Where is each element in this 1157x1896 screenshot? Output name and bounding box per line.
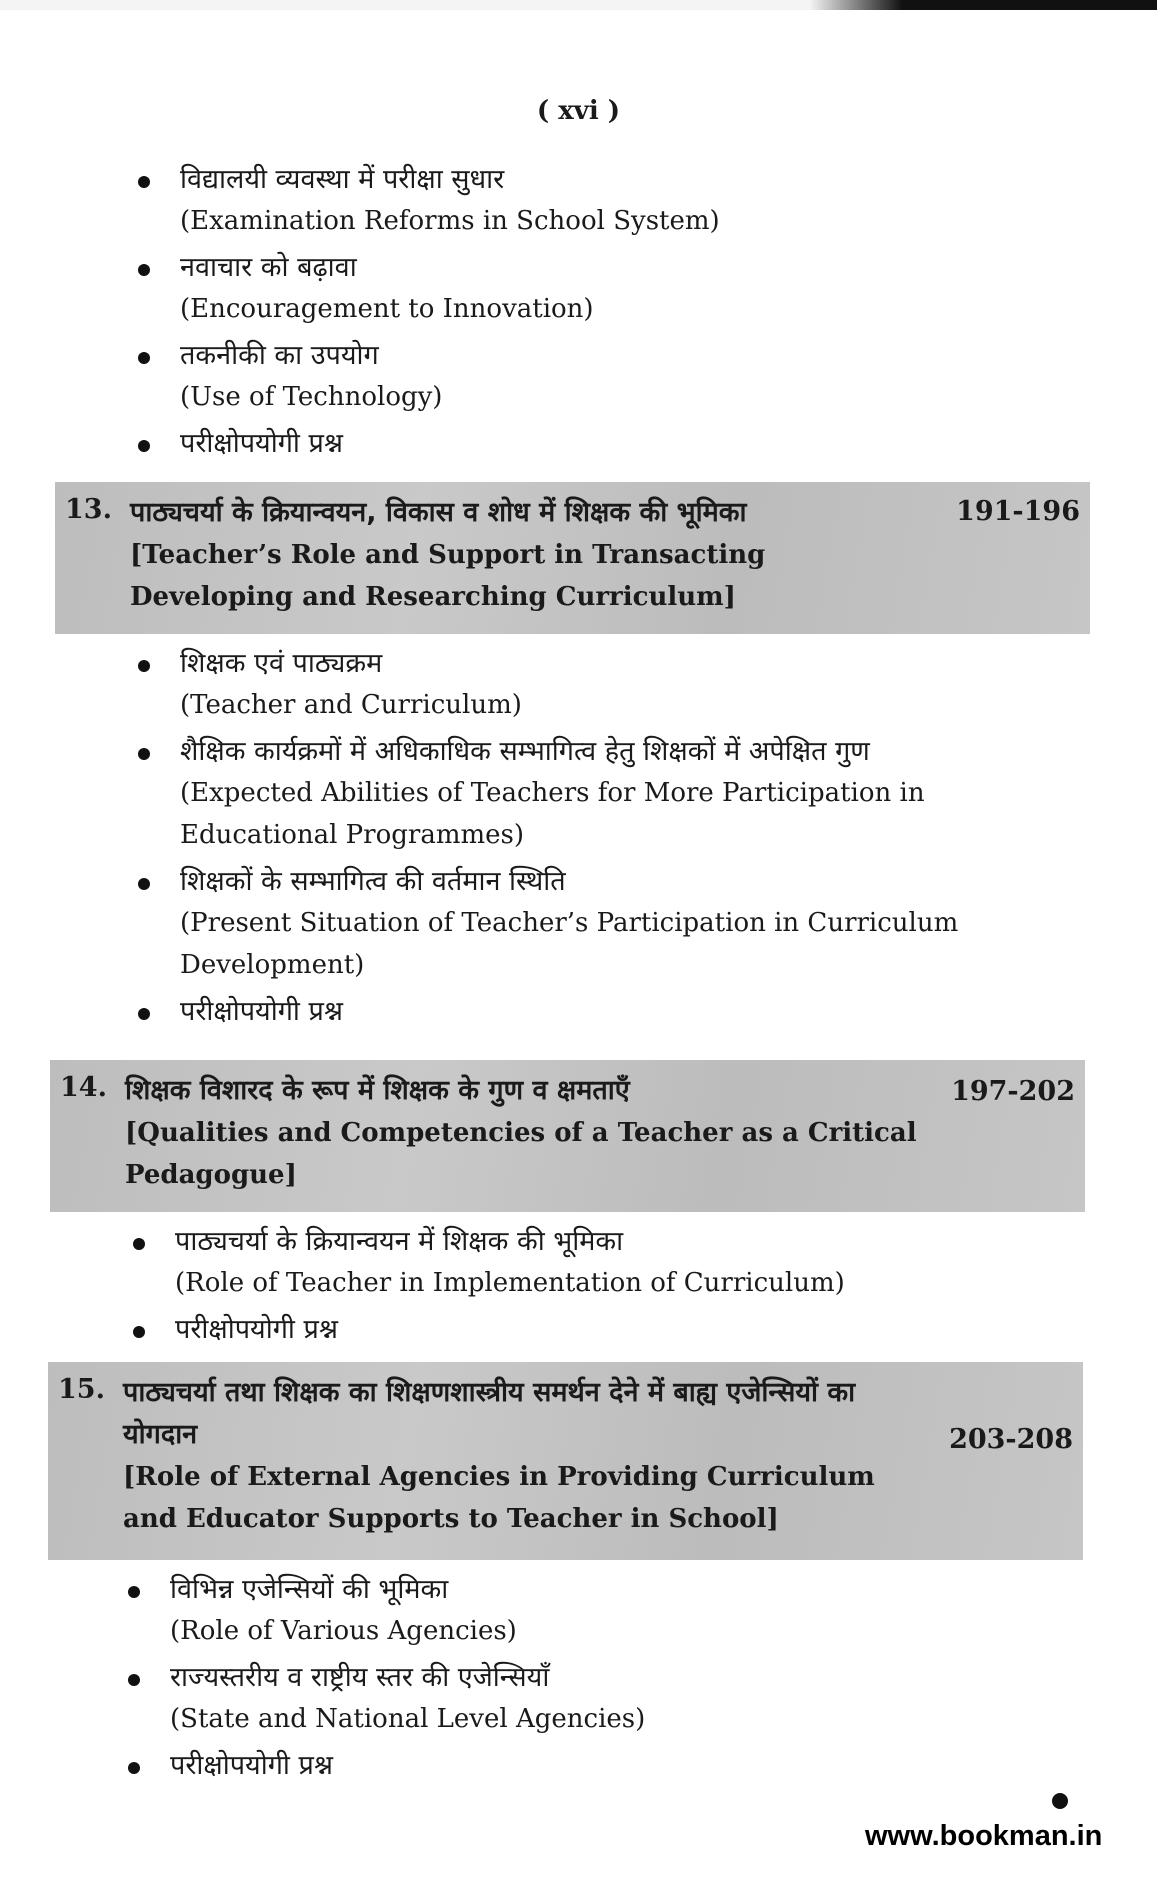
bullet-hindi: परीक्षोपयोगी प्रश्न	[175, 1314, 338, 1345]
bullet-hindi: राज्यस्तरीय व राष्ट्रीय स्तर की एजेन्सियाँ	[170, 1662, 550, 1693]
list-item	[130, 862, 990, 986]
chapter-title	[125, 1070, 925, 1196]
chapter-number: 13.	[65, 494, 112, 525]
chapter-15-header	[48, 1362, 1083, 1560]
list-item	[130, 992, 990, 1032]
bullet-hindi: परीक्षोपयोगी प्रश्न	[180, 428, 343, 459]
chapter-title	[123, 1372, 923, 1540]
top-bullet-list	[130, 160, 990, 470]
bullet-english: (Use of Technology)	[180, 382, 443, 412]
bullet-hindi: परीक्षोपयोगी प्रश्न	[170, 1750, 333, 1781]
bullet-english: (Expected Abilities of Teachers for More Participation in Educational Programmes)	[180, 778, 925, 850]
chapter-title-english: [Teacher’s Role and Support in Transacting Developing and Researching Curriculum]	[130, 540, 766, 612]
bullet-hindi: परीक्षोपयोगी प्रश्न	[180, 996, 343, 1027]
list-item	[130, 336, 990, 418]
bullet-icon	[138, 352, 150, 364]
bullet-icon	[138, 878, 150, 890]
list-item	[130, 160, 990, 242]
page-top-edge	[0, 0, 1157, 10]
bullet-icon	[128, 1762, 140, 1774]
chapter-number: 15.	[58, 1374, 105, 1405]
bullet-hindi: तकनीकी का उपयोग	[180, 340, 379, 371]
chapter-15-bullets	[120, 1570, 980, 1792]
chapter-page-range: 203-208	[949, 1424, 1073, 1455]
bullet-icon	[138, 176, 150, 188]
bullet-icon	[133, 1238, 145, 1250]
chapter-14-bullets	[125, 1222, 985, 1356]
bullet-icon	[128, 1674, 140, 1686]
bullet-english: (Teacher and Curriculum)	[180, 690, 522, 720]
page-number: ( xvi )	[536, 96, 621, 126]
website-watermark: www.bookman.in	[865, 1820, 1103, 1852]
chapter-13-bullets	[130, 644, 990, 1038]
chapter-title-hindi: पाठ्यचर्या तथा शिक्षक का शिक्षणशास्त्रीय समर्थन देने में बाह्य एजेन्सियों का योगदान	[123, 1377, 856, 1450]
bullet-icon	[133, 1326, 145, 1338]
chapter-title	[130, 492, 930, 618]
list-item	[120, 1658, 980, 1740]
bullet-hindi: नवाचार को बढ़ावा	[180, 252, 357, 283]
list-item	[130, 732, 990, 856]
list-item	[125, 1310, 985, 1350]
bullet-icon	[128, 1586, 140, 1598]
bullet-english: (Encouragement to Innovation)	[180, 294, 594, 324]
list-item	[120, 1746, 980, 1786]
bullet-hindi: पाठ्यचर्या के क्रियान्वयन में शिक्षक की भूमिका	[175, 1226, 624, 1257]
list-item	[130, 424, 990, 464]
bullet-hindi: विद्यालयी व्यवस्था में परीक्षा सुधार	[180, 164, 505, 195]
chapter-13-header	[55, 482, 1090, 634]
chapter-title-hindi: शिक्षक विशारद के रूप में शिक्षक के गुण व क्षमताएँ	[125, 1075, 630, 1106]
chapter-title-english: [Role of External Agencies in Providing Curriculum and Educator Supports to Teacher in School]	[123, 1462, 875, 1534]
chapter-title-hindi: पाठ्यचर्या के क्रियान्वयन, विकास व शोध में शिक्षक की भूमिका	[130, 497, 747, 528]
list-item	[130, 644, 990, 726]
chapter-page-range: 191-196	[956, 496, 1080, 527]
bullet-icon	[138, 1008, 150, 1020]
bullet-hindi: शिक्षकों के सम्भागित्व की वर्तमान स्थिति	[180, 866, 566, 897]
list-item	[130, 248, 990, 330]
bullet-english: (Examination Reforms in School System)	[180, 206, 720, 236]
list-item	[120, 1570, 980, 1652]
bullet-icon	[138, 264, 150, 276]
bullet-icon	[138, 440, 150, 452]
bullet-hindi: विभिन्न एजेन्सियों की भूमिका	[170, 1574, 449, 1605]
chapter-page-range: 197-202	[951, 1076, 1075, 1107]
bullet-icon	[138, 660, 150, 672]
bullet-hindi: शिक्षक एवं पाठ्यक्रम	[180, 648, 383, 679]
bullet-english: (Role of Various Agencies)	[170, 1616, 517, 1646]
chapter-title-english: [Qualities and Competencies of a Teacher as a Critical Pedagogue]	[125, 1118, 917, 1190]
corner-dot-icon	[1052, 1793, 1068, 1809]
bullet-hindi: शैक्षिक कार्यक्रमों में अधिकाधिक सम्भागित्व हेतु शिक्षकों में अपेक्षित गुण	[180, 736, 870, 767]
chapter-14-header	[50, 1060, 1085, 1212]
bullet-english: (Present Situation of Teacher’s Participation in Curriculum Development)	[180, 908, 959, 980]
bullet-english: (Role of Teacher in Implementation of Curriculum)	[175, 1268, 845, 1298]
bullet-english: (State and National Level Agencies)	[170, 1704, 646, 1734]
list-item	[125, 1222, 985, 1304]
bullet-icon	[138, 748, 150, 760]
chapter-number: 14.	[60, 1072, 107, 1103]
